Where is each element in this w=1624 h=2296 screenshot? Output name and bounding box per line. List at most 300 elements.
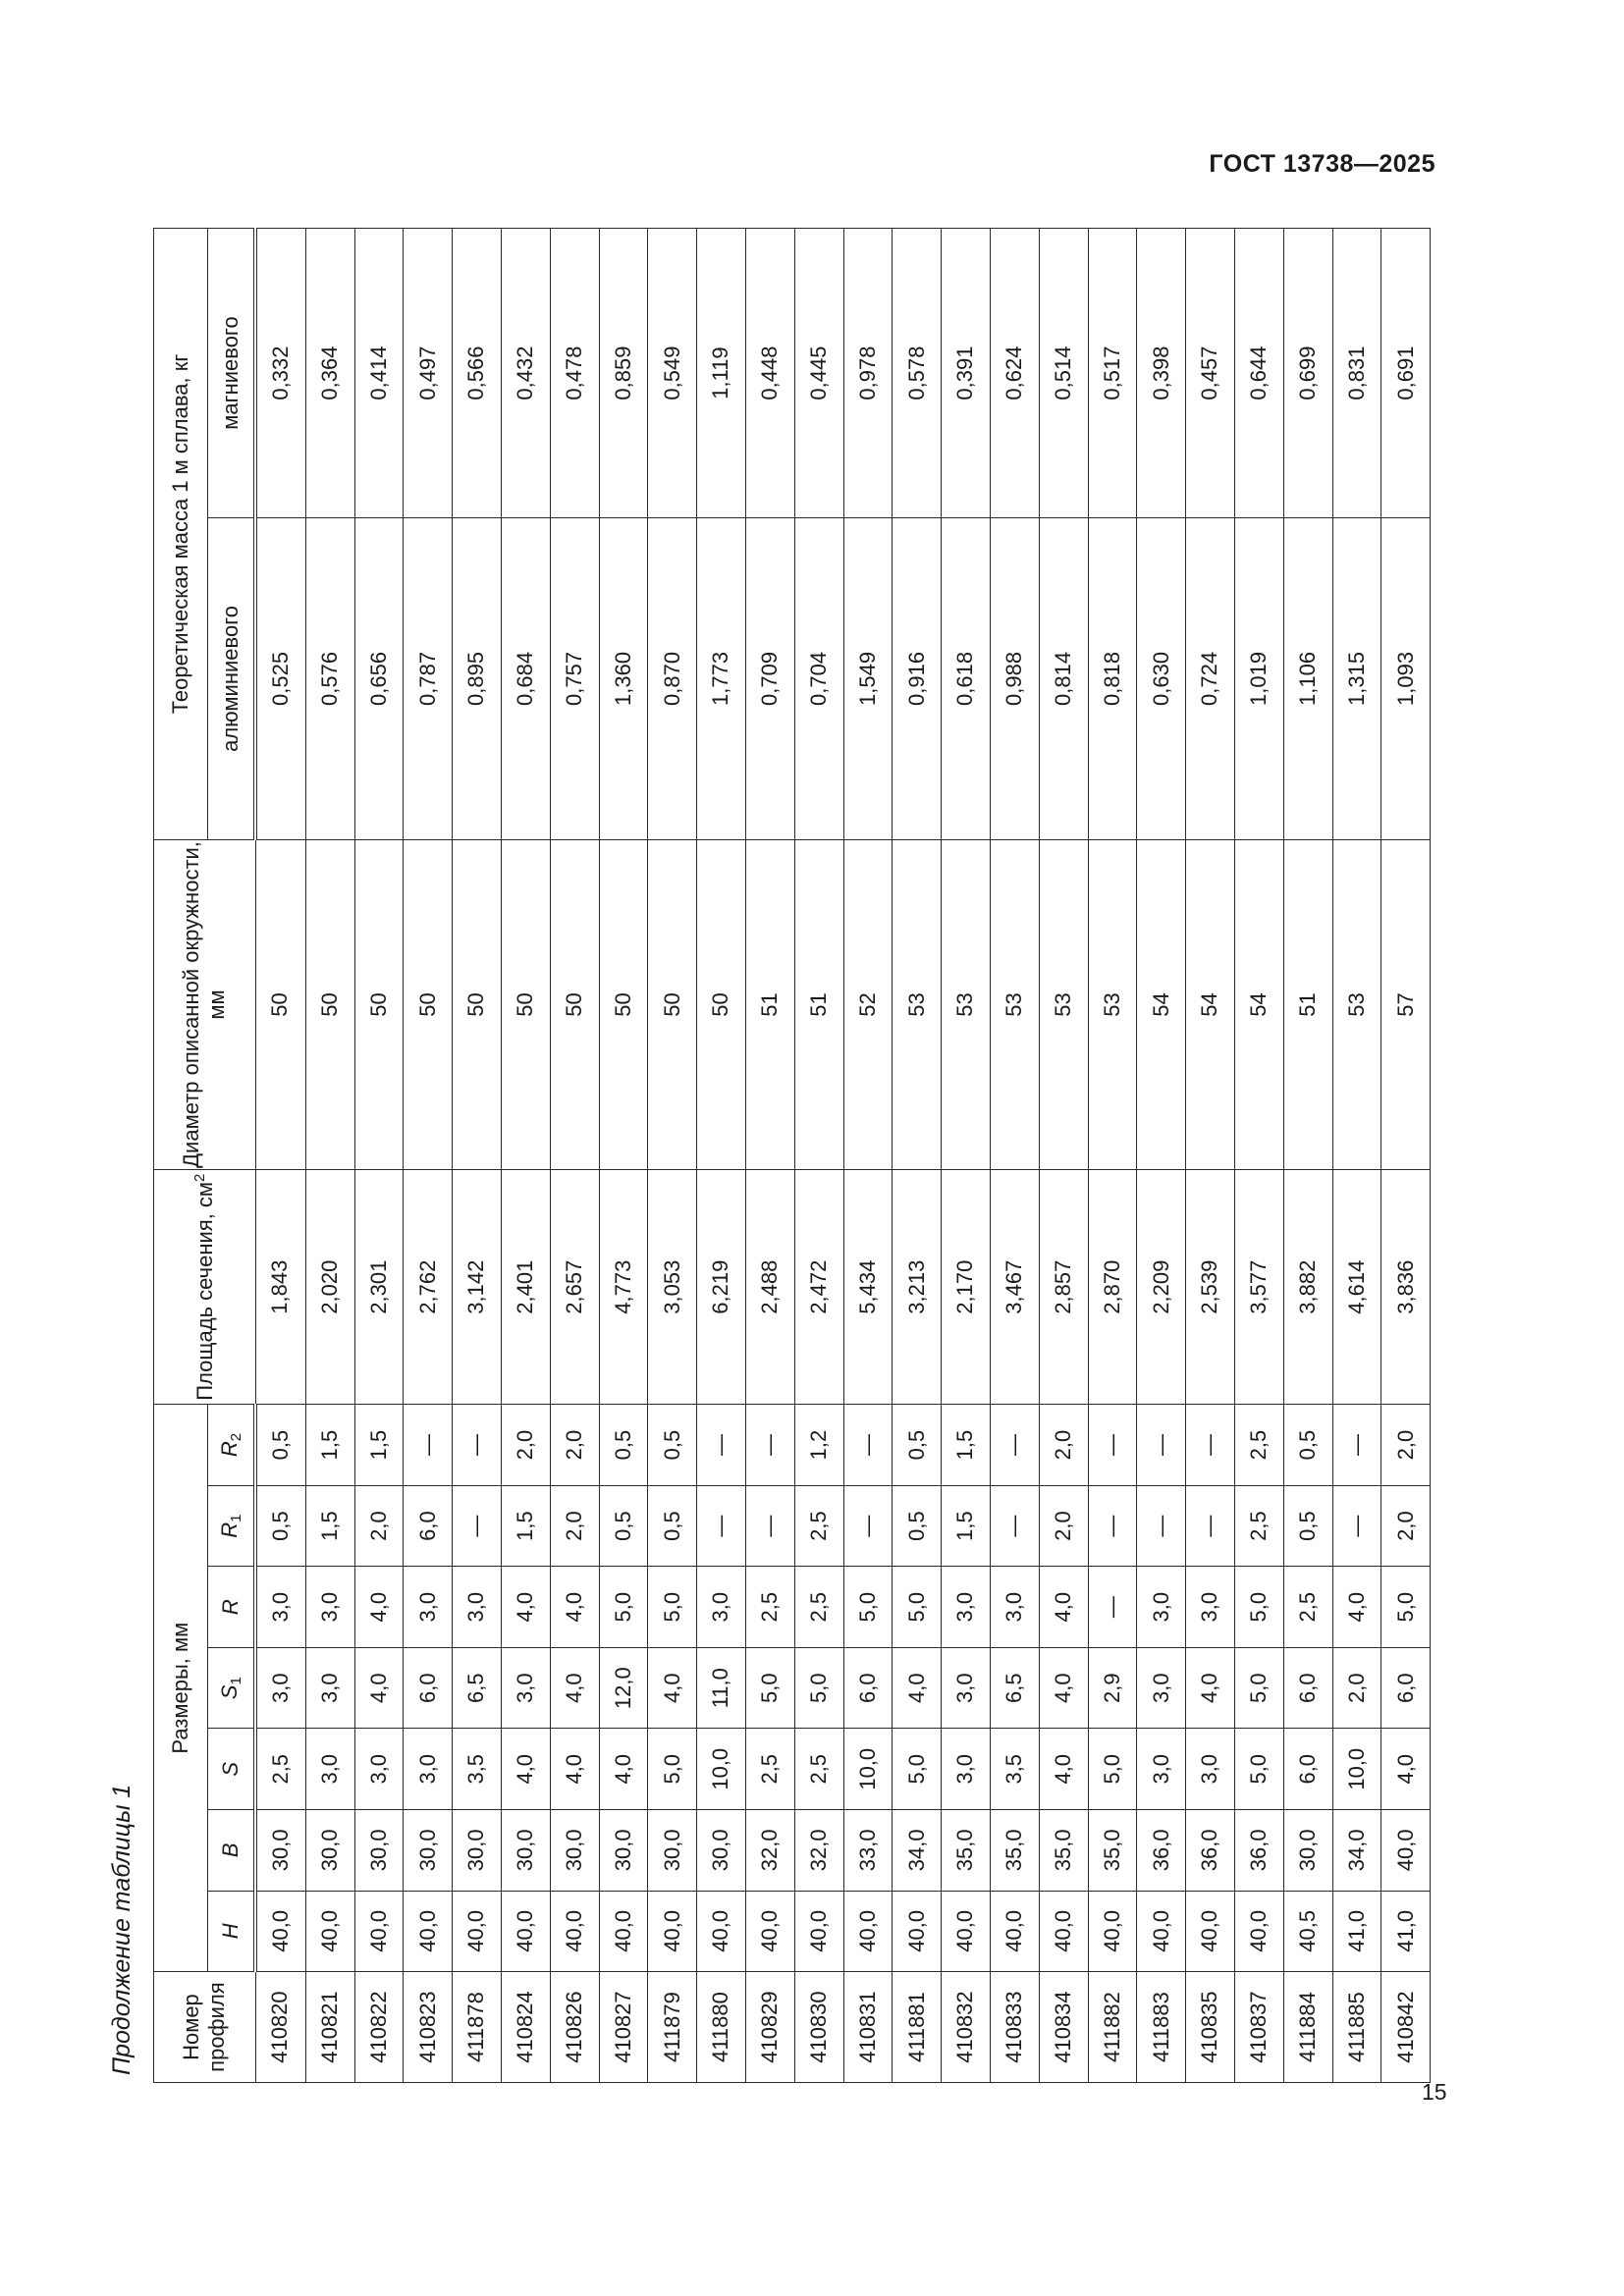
cell-mass-magnesium: 0,432 bbox=[501, 229, 550, 518]
cell-h: 40,0 bbox=[453, 1891, 502, 1972]
cell-s: 2,5 bbox=[745, 1729, 794, 1810]
cell-area: 2,657 bbox=[550, 1170, 599, 1405]
cell-mass-magnesium: 0,549 bbox=[648, 229, 697, 518]
cell-r1: 2,0 bbox=[550, 1485, 599, 1567]
cell-diameter: 50 bbox=[550, 839, 599, 1169]
cell-mass-aluminum: 0,818 bbox=[1088, 518, 1137, 840]
table-row bbox=[1283, 229, 1332, 2083]
cell-profile-no: 411884 bbox=[1283, 1972, 1332, 2083]
table-row bbox=[354, 229, 404, 2083]
cell-r2: — bbox=[697, 1405, 746, 1486]
cell-mass-aluminum: 0,724 bbox=[1186, 518, 1235, 840]
cell-area: 4,773 bbox=[599, 1170, 648, 1405]
header-h: H bbox=[208, 1891, 256, 1972]
cell-b: 30,0 bbox=[255, 1810, 305, 1892]
cell-mass-aluminum: 1,360 bbox=[599, 518, 648, 840]
cell-r2: 1,5 bbox=[354, 1405, 404, 1486]
cell-diameter: 52 bbox=[843, 839, 893, 1169]
cell-area: 2,488 bbox=[745, 1170, 794, 1405]
cell-s1: 6,5 bbox=[990, 1647, 1039, 1729]
cell-s: 3,0 bbox=[305, 1729, 354, 1810]
cell-r2: — bbox=[843, 1405, 893, 1486]
cell-h: 40,5 bbox=[1283, 1891, 1332, 1972]
cell-r2: — bbox=[1186, 1405, 1235, 1486]
header-r2 bbox=[208, 1405, 256, 1486]
cell-profile-no: 410827 bbox=[599, 1972, 648, 2083]
cell-diameter: 53 bbox=[893, 839, 942, 1169]
table-row bbox=[599, 229, 648, 2083]
cell-mass-aluminum: 1,315 bbox=[1332, 518, 1381, 840]
cell-mass-aluminum: 0,895 bbox=[453, 518, 502, 840]
cell-h: 40,0 bbox=[1039, 1891, 1088, 1972]
cell-h: 40,0 bbox=[1088, 1891, 1137, 1972]
cell-area: 2,209 bbox=[1137, 1170, 1186, 1405]
table-row bbox=[893, 229, 942, 2083]
cell-r: 2,5 bbox=[1283, 1567, 1332, 1648]
cell-area: 1,843 bbox=[255, 1170, 305, 1405]
cell-mass-aluminum: 1,773 bbox=[697, 518, 746, 840]
cell-mass-aluminum: 1,019 bbox=[1234, 518, 1283, 840]
cell-r2: 1,5 bbox=[305, 1405, 354, 1486]
cell-b: 30,0 bbox=[305, 1810, 354, 1892]
cell-b: 35,0 bbox=[990, 1810, 1039, 1892]
cell-r1: — bbox=[843, 1485, 893, 1567]
cell-profile-no: 410826 bbox=[550, 1972, 599, 2083]
cell-profile-no: 410835 bbox=[1186, 1972, 1235, 2083]
cell-h: 40,0 bbox=[255, 1891, 305, 1972]
cell-r2: — bbox=[453, 1405, 502, 1486]
cell-r: 3,0 bbox=[453, 1567, 502, 1648]
cell-s1: 6,0 bbox=[1283, 1647, 1332, 1729]
cell-mass-aluminum: 0,656 bbox=[354, 518, 404, 840]
cell-h: 41,0 bbox=[1381, 1891, 1431, 1972]
header-s1-sub: 1 bbox=[227, 1677, 244, 1685]
cell-h: 40,0 bbox=[648, 1891, 697, 1972]
header-area-exp: 2 bbox=[190, 1173, 208, 1182]
cell-profile-no: 410842 bbox=[1381, 1972, 1431, 2083]
cell-r2: — bbox=[1088, 1405, 1137, 1486]
cell-diameter: 53 bbox=[942, 839, 991, 1169]
cell-mass-magnesium: 0,332 bbox=[255, 229, 305, 518]
cell-r: 3,0 bbox=[697, 1567, 746, 1648]
cell-s1: 5,0 bbox=[794, 1647, 843, 1729]
cell-s: 4,0 bbox=[1039, 1729, 1088, 1810]
cell-r: 5,0 bbox=[893, 1567, 942, 1648]
cell-r: 3,0 bbox=[990, 1567, 1039, 1648]
cell-diameter: 50 bbox=[501, 839, 550, 1169]
cell-diameter: 54 bbox=[1137, 839, 1186, 1169]
cell-h: 40,0 bbox=[843, 1891, 893, 1972]
cell-diameter: 50 bbox=[404, 839, 453, 1169]
cell-r: 3,0 bbox=[255, 1567, 305, 1648]
cell-diameter: 51 bbox=[745, 839, 794, 1169]
cell-mass-aluminum: 0,787 bbox=[404, 518, 453, 840]
header-area bbox=[154, 1170, 256, 1405]
cell-s: 2,5 bbox=[255, 1729, 305, 1810]
cell-profile-no: 410834 bbox=[1039, 1972, 1088, 2083]
cell-profile-no: 411885 bbox=[1332, 1972, 1381, 2083]
cell-profile-no: 410832 bbox=[942, 1972, 991, 2083]
table-row bbox=[697, 229, 746, 2083]
cell-r1: 2,0 bbox=[354, 1485, 404, 1567]
table-row bbox=[255, 229, 305, 2083]
rotated-table-area bbox=[102, 90, 1477, 2083]
cell-s1: 2,9 bbox=[1088, 1647, 1137, 1729]
cell-profile-no: 411880 bbox=[697, 1972, 746, 2083]
cell-area: 3,467 bbox=[990, 1170, 1039, 1405]
cell-diameter: 50 bbox=[453, 839, 502, 1169]
table-row bbox=[990, 229, 1039, 2083]
cell-mass-magnesium: 0,398 bbox=[1137, 229, 1186, 518]
cell-h: 40,0 bbox=[501, 1891, 550, 1972]
cell-r1: — bbox=[1186, 1485, 1235, 1567]
cell-h: 40,0 bbox=[1234, 1891, 1283, 1972]
cell-mass-magnesium: 1,119 bbox=[697, 229, 746, 518]
cell-b: 30,0 bbox=[1283, 1810, 1332, 1892]
cell-profile-no: 410822 bbox=[354, 1972, 404, 2083]
cell-area: 3,213 bbox=[893, 1170, 942, 1405]
cell-b: 30,0 bbox=[550, 1810, 599, 1892]
cell-profile-no: 411881 bbox=[893, 1972, 942, 2083]
cell-s1: 4,0 bbox=[354, 1647, 404, 1729]
cell-area: 2,539 bbox=[1186, 1170, 1235, 1405]
cell-diameter: 50 bbox=[648, 839, 697, 1169]
cell-s: 3,0 bbox=[1186, 1729, 1235, 1810]
cell-mass-magnesium: 0,445 bbox=[794, 229, 843, 518]
cell-area: 6,219 bbox=[697, 1170, 746, 1405]
table-row bbox=[1234, 229, 1283, 2083]
cell-diameter: 50 bbox=[599, 839, 648, 1169]
cell-s1: 11,0 bbox=[697, 1647, 746, 1729]
cell-s: 3,5 bbox=[990, 1729, 1039, 1810]
cell-s1: 4,0 bbox=[1186, 1647, 1235, 1729]
cell-r2: 0,5 bbox=[255, 1405, 305, 1486]
table-row bbox=[550, 229, 599, 2083]
cell-r1: — bbox=[1332, 1485, 1381, 1567]
cell-s1: 3,0 bbox=[255, 1647, 305, 1729]
table-row bbox=[745, 229, 794, 2083]
cell-mass-magnesium: 0,566 bbox=[453, 229, 502, 518]
cell-mass-aluminum: 0,618 bbox=[942, 518, 991, 840]
page-number: 15 bbox=[1422, 2079, 1447, 2105]
table-row bbox=[453, 229, 502, 2083]
cell-mass-magnesium: 0,364 bbox=[305, 229, 354, 518]
cell-mass-magnesium: 0,699 bbox=[1283, 229, 1332, 518]
cell-profile-no: 410830 bbox=[794, 1972, 843, 2083]
table-row bbox=[1137, 229, 1186, 2083]
cell-area: 3,882 bbox=[1283, 1170, 1332, 1405]
header-aluminum: алюминиевого bbox=[208, 518, 256, 840]
cell-profile-no: 411878 bbox=[453, 1972, 502, 2083]
cell-s1: 12,0 bbox=[599, 1647, 648, 1729]
cell-mass-magnesium: 0,497 bbox=[404, 229, 453, 518]
cell-s: 2,5 bbox=[794, 1729, 843, 1810]
header-r2-sym: R bbox=[216, 1441, 242, 1458]
cell-b: 35,0 bbox=[1088, 1810, 1137, 1892]
cell-mass-magnesium: 0,624 bbox=[990, 229, 1039, 518]
table-row bbox=[794, 229, 843, 2083]
cell-b: 35,0 bbox=[1039, 1810, 1088, 1892]
cell-s: 5,0 bbox=[1088, 1729, 1137, 1810]
header-mass: Теоретическая масса 1 м сплава, кг bbox=[154, 229, 208, 840]
cell-mass-magnesium: 0,578 bbox=[893, 229, 942, 518]
cell-s: 3,0 bbox=[1137, 1729, 1186, 1810]
cell-profile-no: 410833 bbox=[990, 1972, 1039, 2083]
header-r1 bbox=[208, 1485, 256, 1567]
table-row bbox=[843, 229, 893, 2083]
header-r1-sym: R bbox=[216, 1522, 242, 1538]
cell-diameter: 54 bbox=[1186, 839, 1235, 1169]
cell-b: 30,0 bbox=[697, 1810, 746, 1892]
cell-s1: 4,0 bbox=[550, 1647, 599, 1729]
cell-b: 33,0 bbox=[843, 1810, 893, 1892]
cell-mass-aluminum: 0,709 bbox=[745, 518, 794, 840]
cell-profile-no: 410820 bbox=[255, 1972, 305, 2083]
cell-s: 4,0 bbox=[501, 1729, 550, 1810]
cell-b: 30,0 bbox=[648, 1810, 697, 1892]
table-row bbox=[501, 229, 550, 2083]
cell-s1: 6,0 bbox=[404, 1647, 453, 1729]
cell-r1: 1,5 bbox=[305, 1485, 354, 1567]
table-row bbox=[942, 229, 991, 2083]
cell-r1: — bbox=[697, 1485, 746, 1567]
cell-diameter: 54 bbox=[1234, 839, 1283, 1169]
cell-r1: 0,5 bbox=[648, 1485, 697, 1567]
cell-r1: 6,0 bbox=[404, 1485, 453, 1567]
cell-r2: 2,0 bbox=[550, 1405, 599, 1486]
cell-r2: — bbox=[1332, 1405, 1381, 1486]
cell-diameter: 51 bbox=[794, 839, 843, 1169]
cell-r: 2,5 bbox=[745, 1567, 794, 1648]
cell-profile-no: 410824 bbox=[501, 1972, 550, 2083]
cell-r1: 2,5 bbox=[794, 1485, 843, 1567]
cell-r2: 2,0 bbox=[1381, 1405, 1431, 1486]
cell-s1: 3,0 bbox=[1137, 1647, 1186, 1729]
cell-area: 2,870 bbox=[1088, 1170, 1137, 1405]
cell-h: 40,0 bbox=[745, 1891, 794, 1972]
profiles-table bbox=[153, 228, 1431, 2083]
cell-s: 5,0 bbox=[648, 1729, 697, 1810]
cell-h: 41,0 bbox=[1332, 1891, 1381, 1972]
cell-profile-no: 410837 bbox=[1234, 1972, 1283, 2083]
cell-s: 3,5 bbox=[453, 1729, 502, 1810]
cell-mass-aluminum: 0,630 bbox=[1137, 518, 1186, 840]
table-row bbox=[404, 229, 453, 2083]
table-body bbox=[255, 229, 1431, 2083]
cell-h: 40,0 bbox=[305, 1891, 354, 1972]
cell-mass-magnesium: 0,978 bbox=[843, 229, 893, 518]
header-r2-sub: 2 bbox=[227, 1432, 244, 1442]
cell-r2: 0,5 bbox=[648, 1405, 697, 1486]
cell-r: 3,0 bbox=[404, 1567, 453, 1648]
header-b: B bbox=[208, 1810, 256, 1892]
cell-b: 34,0 bbox=[893, 1810, 942, 1892]
cell-h: 40,0 bbox=[794, 1891, 843, 1972]
table-row bbox=[1381, 229, 1431, 2083]
cell-r1: 0,5 bbox=[893, 1485, 942, 1567]
cell-mass-aluminum: 1,093 bbox=[1381, 518, 1431, 840]
cell-r2: — bbox=[990, 1405, 1039, 1486]
cell-s: 10,0 bbox=[1332, 1729, 1381, 1810]
cell-diameter: 53 bbox=[1039, 839, 1088, 1169]
cell-s: 10,0 bbox=[697, 1729, 746, 1810]
cell-r: 4,0 bbox=[1332, 1567, 1381, 1648]
cell-r2: — bbox=[1137, 1405, 1186, 1486]
cell-r1: — bbox=[745, 1485, 794, 1567]
cell-r: 4,0 bbox=[1039, 1567, 1088, 1648]
cell-r: 4,0 bbox=[354, 1567, 404, 1648]
cell-r2: 1,2 bbox=[794, 1405, 843, 1486]
cell-s1: 3,0 bbox=[501, 1647, 550, 1729]
cell-r: — bbox=[1088, 1567, 1137, 1648]
cell-diameter: 53 bbox=[1332, 839, 1381, 1169]
cell-r: 4,0 bbox=[501, 1567, 550, 1648]
cell-r1: — bbox=[990, 1485, 1039, 1567]
cell-h: 40,0 bbox=[599, 1891, 648, 1972]
header-dimensions: Размеры, мм bbox=[154, 1405, 208, 1972]
cell-r: 5,0 bbox=[1234, 1567, 1283, 1648]
cell-s: 3,0 bbox=[404, 1729, 453, 1810]
table-row bbox=[1088, 229, 1137, 2083]
cell-diameter: 50 bbox=[697, 839, 746, 1169]
cell-mass-aluminum: 0,814 bbox=[1039, 518, 1088, 840]
cell-diameter: 50 bbox=[255, 839, 305, 1169]
cell-r: 5,0 bbox=[648, 1567, 697, 1648]
cell-b: 40,0 bbox=[1381, 1810, 1431, 1892]
cell-r2: — bbox=[404, 1405, 453, 1486]
cell-profile-no: 410829 bbox=[745, 1972, 794, 2083]
cell-r2: 0,5 bbox=[599, 1405, 648, 1486]
cell-s1: 4,0 bbox=[648, 1647, 697, 1729]
cell-r: 2,5 bbox=[794, 1567, 843, 1648]
header-s1-sym: S bbox=[216, 1684, 242, 1700]
cell-mass-aluminum: 0,576 bbox=[305, 518, 354, 840]
cell-area: 5,434 bbox=[843, 1170, 893, 1405]
cell-area: 2,762 bbox=[404, 1170, 453, 1405]
cell-area: 2,301 bbox=[354, 1170, 404, 1405]
cell-r1: 2,0 bbox=[1381, 1485, 1431, 1567]
cell-mass-aluminum: 1,106 bbox=[1283, 518, 1332, 840]
cell-mass-magnesium: 0,691 bbox=[1381, 229, 1431, 518]
cell-b: 30,0 bbox=[501, 1810, 550, 1892]
cell-b: 30,0 bbox=[404, 1810, 453, 1892]
cell-mass-aluminum: 0,757 bbox=[550, 518, 599, 840]
cell-b: 32,0 bbox=[794, 1810, 843, 1892]
cell-r: 3,0 bbox=[305, 1567, 354, 1648]
cell-r1: — bbox=[1088, 1485, 1137, 1567]
cell-r: 5,0 bbox=[843, 1567, 893, 1648]
cell-r1: 1,5 bbox=[501, 1485, 550, 1567]
cell-diameter: 50 bbox=[305, 839, 354, 1169]
table-row bbox=[648, 229, 697, 2083]
table-row bbox=[1039, 229, 1088, 2083]
cell-area: 2,170 bbox=[942, 1170, 991, 1405]
header-profile-no: Номер профиля bbox=[154, 1972, 256, 2083]
cell-r2: — bbox=[745, 1405, 794, 1486]
cell-b: 30,0 bbox=[599, 1810, 648, 1892]
cell-r1: 0,5 bbox=[255, 1485, 305, 1567]
header-r1-sub: 1 bbox=[227, 1514, 244, 1522]
header-s1 bbox=[208, 1647, 256, 1729]
cell-mass-aluminum: 1,549 bbox=[843, 518, 893, 840]
header-s: S bbox=[208, 1729, 256, 1810]
cell-s: 4,0 bbox=[550, 1729, 599, 1810]
cell-area: 3,577 bbox=[1234, 1170, 1283, 1405]
cell-profile-no: 410831 bbox=[843, 1972, 893, 2083]
cell-s1: 6,0 bbox=[843, 1647, 893, 1729]
cell-profile-no: 410821 bbox=[305, 1972, 354, 2083]
cell-mass-aluminum: 0,916 bbox=[893, 518, 942, 840]
cell-s1: 3,0 bbox=[305, 1647, 354, 1729]
cell-r1: 2,0 bbox=[1039, 1485, 1088, 1567]
cell-s: 10,0 bbox=[843, 1729, 893, 1810]
cell-h: 40,0 bbox=[404, 1891, 453, 1972]
cell-r: 4,0 bbox=[550, 1567, 599, 1648]
table-row bbox=[305, 229, 354, 2083]
cell-s: 3,0 bbox=[354, 1729, 404, 1810]
cell-b: 35,0 bbox=[942, 1810, 991, 1892]
cell-s1: 6,5 bbox=[453, 1647, 502, 1729]
cell-s: 5,0 bbox=[1234, 1729, 1283, 1810]
cell-s: 4,0 bbox=[1381, 1729, 1431, 1810]
cell-s1: 5,0 bbox=[745, 1647, 794, 1729]
cell-r2: 0,5 bbox=[893, 1405, 942, 1486]
cell-h: 40,0 bbox=[354, 1891, 404, 1972]
cell-mass-magnesium: 0,859 bbox=[599, 229, 648, 518]
cell-area: 3,836 bbox=[1381, 1170, 1431, 1405]
cell-mass-magnesium: 0,831 bbox=[1332, 229, 1381, 518]
cell-mass-magnesium: 0,391 bbox=[942, 229, 991, 518]
cell-mass-aluminum: 0,684 bbox=[501, 518, 550, 840]
cell-s: 6,0 bbox=[1283, 1729, 1332, 1810]
cell-h: 40,0 bbox=[1186, 1891, 1235, 1972]
cell-r2: 2,0 bbox=[1039, 1405, 1088, 1486]
table-row bbox=[1332, 229, 1381, 2083]
cell-b: 32,0 bbox=[745, 1810, 794, 1892]
cell-b: 34,0 bbox=[1332, 1810, 1381, 1892]
cell-s1: 4,0 bbox=[893, 1647, 942, 1729]
header-diameter: Диаметр описанной окружности, мм bbox=[154, 839, 256, 1169]
cell-h: 40,0 bbox=[550, 1891, 599, 1972]
cell-s1: 2,0 bbox=[1332, 1647, 1381, 1729]
table-caption: Продолжение таблицы 1 bbox=[108, 1784, 135, 2075]
cell-diameter: 53 bbox=[1088, 839, 1137, 1169]
cell-area: 2,857 bbox=[1039, 1170, 1088, 1405]
cell-s1: 5,0 bbox=[1234, 1647, 1283, 1729]
cell-r2: 0,5 bbox=[1283, 1405, 1332, 1486]
cell-r2: 2,0 bbox=[501, 1405, 550, 1486]
cell-r1: 0,5 bbox=[599, 1485, 648, 1567]
cell-area: 3,142 bbox=[453, 1170, 502, 1405]
cell-b: 36,0 bbox=[1234, 1810, 1283, 1892]
cell-diameter: 53 bbox=[990, 839, 1039, 1169]
cell-mass-magnesium: 0,644 bbox=[1234, 229, 1283, 518]
cell-s1: 3,0 bbox=[942, 1647, 991, 1729]
cell-mass-magnesium: 0,414 bbox=[354, 229, 404, 518]
cell-r: 3,0 bbox=[1186, 1567, 1235, 1648]
cell-b: 36,0 bbox=[1137, 1810, 1186, 1892]
cell-mass-magnesium: 0,514 bbox=[1039, 229, 1088, 518]
cell-r2: 2,5 bbox=[1234, 1405, 1283, 1486]
header-magnesium: магниевого bbox=[208, 229, 256, 518]
cell-b: 30,0 bbox=[453, 1810, 502, 1892]
cell-mass-magnesium: 0,517 bbox=[1088, 229, 1137, 518]
standard-code: ГОСТ 13738—2025 bbox=[1209, 150, 1435, 178]
cell-area: 3,053 bbox=[648, 1170, 697, 1405]
cell-r: 3,0 bbox=[1137, 1567, 1186, 1648]
cell-h: 40,0 bbox=[697, 1891, 746, 1972]
cell-profile-no: 410823 bbox=[404, 1972, 453, 2083]
